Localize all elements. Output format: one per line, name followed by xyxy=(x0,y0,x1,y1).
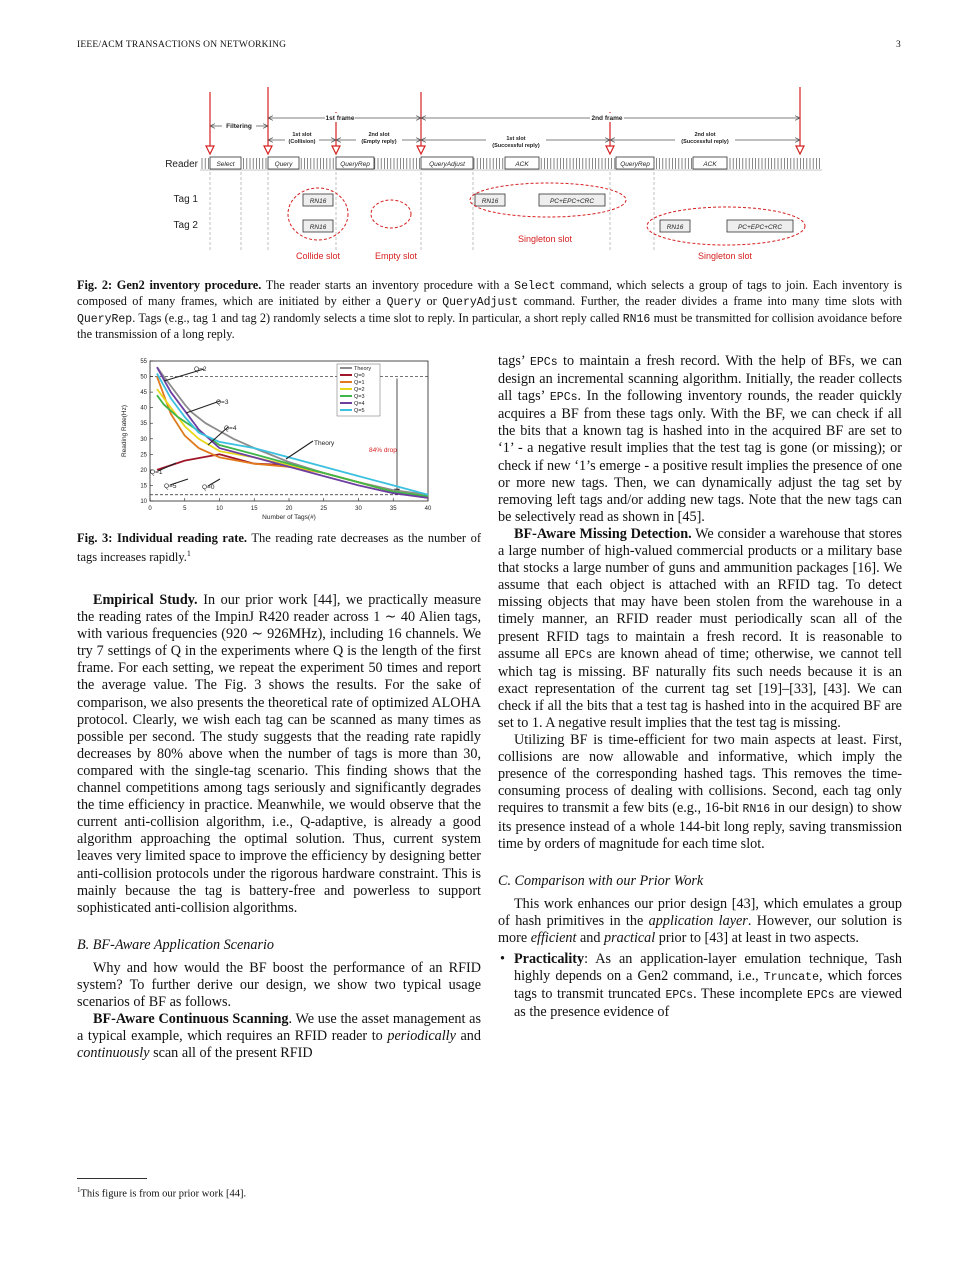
inline-code: EPCs xyxy=(806,989,835,1003)
y-tick-label: 55 xyxy=(140,359,147,365)
y-tick-label: 15 xyxy=(140,483,147,490)
y-tick-label: 25 xyxy=(140,452,147,459)
tag1-rn16-box: RN16 xyxy=(309,198,327,205)
fig2-caption-label: Fig. 2: xyxy=(77,278,113,292)
fig2-slot-label: 1st slot xyxy=(292,132,312,138)
annot-q1: Q=1 xyxy=(150,469,163,476)
paragraph xyxy=(77,1011,481,1062)
legend-label: Q=5 xyxy=(354,408,365,414)
paragraph xyxy=(498,526,902,732)
paragraph-heading: BF-Aware Continuous Scanning xyxy=(93,1011,289,1028)
legend-label: Q=2 xyxy=(354,387,365,393)
inline-code: EPCs xyxy=(549,391,578,405)
paragraph-text: . We use the asset management as a typical example, which requires an RFID reader to xyxy=(77,1011,481,1045)
paragraph-text: tags’ xyxy=(498,353,530,369)
fig2-reader-label: Reader xyxy=(165,159,198,170)
tag2-rn16-box: RN16 xyxy=(309,224,327,231)
annot-q2: Q=2 xyxy=(194,366,207,373)
paragraph-text: prior to [43] at least in two aspects. xyxy=(655,930,859,946)
fig2-slot-note: (Collision) xyxy=(288,139,316,145)
cmd-queryrep-box: QueryRep xyxy=(340,161,370,168)
paragraph-text: , which forces tags to transmit truncated xyxy=(514,968,902,1003)
y-axis-label: Reading Rate(Hz) xyxy=(121,404,128,458)
fig2-diagram xyxy=(150,82,830,267)
caption-code: Select xyxy=(514,280,556,293)
annot-q5: Q=5 xyxy=(164,483,177,490)
y-tick-label: 35 xyxy=(140,421,147,428)
footnote xyxy=(77,1186,246,1200)
fig2-slot-label: 2nd slot xyxy=(368,132,390,138)
annot-q4: Q=4 xyxy=(224,425,237,432)
section-heading: B. BF-Aware Application Scenario xyxy=(77,936,275,953)
x-tick-label: 40 xyxy=(424,506,432,512)
y-tick-label: 30 xyxy=(140,436,147,443)
page-number: 3 xyxy=(896,40,901,50)
annot-drop: 84% drop xyxy=(369,447,397,454)
caption-text: The reading rate decreases as the number of tags increases rapidly. xyxy=(77,531,481,565)
tag2-epc-box: PC+EPC+CRC xyxy=(737,224,783,231)
fig2-slot-label: 1st slot xyxy=(506,136,526,142)
caption-text: The reader starts an inventory procedure with a xyxy=(261,278,515,292)
annot-q3: Q=3 xyxy=(216,399,229,406)
legend-label: Q=3 xyxy=(354,394,365,400)
emphasis: periodically xyxy=(387,1028,456,1045)
fig2-filtering-label: Filtering xyxy=(226,123,252,130)
paragraph-text: . However, our solution is more xyxy=(498,912,902,946)
x-tick-label: 5 xyxy=(183,506,187,512)
x-tick-label: 10 xyxy=(216,506,223,512)
paragraph-text: In our prior work [44], we practically measure the reading rates of the ImpinJ R420 reader across 1 ∼ 40 Alien tags, with various frequencies (920 ∼ 926MHz), including 16 channels. We try 7 settings of Q in the experiments where Q is the length of the first frame. For each setting, we repeat the experiment 50 times and report the average value. The Fig. 3 shows the results. For the sake of comparison, we also presents the theoretical rate of optimized ALOHA protocol. Clearly, we wish each tag can be scanned as many times as possible per second. The study suggests that the reading rate rapidly decreases by 80% above when the number of tags is more than 30, compared with the single-tag scenario. This finding shows that the channel competitions among tags seriously and significantly degrades the time efficiency in practice. Meanwhile, we would observe that the current anti-collision algorithm, i.e., Q-adaptive, is already a good algorithm approaching the optimal solution. Thus, current system leaves very limited space to improve the efficiency by designing better anti-collision protocols under the rigorous hardware constraint. This is mainly because the tag is battery-free and powerless to support sophisticated anti-collision algorithms. xyxy=(77,592,481,916)
emphasis: efficient xyxy=(530,930,577,946)
annot-theory: Theory xyxy=(314,440,335,447)
caption-text: command, which selects a group of tags to join. Each inventory is composed of many frames, which are initiated by either a xyxy=(77,278,903,309)
fig2-slot-note: (Successful reply) xyxy=(492,143,540,149)
caption-code: QueryRep xyxy=(77,312,133,326)
paragraph-text: . In the following inventory rounds, the reader quickly acquires a BF from these tags only. With the BF, we can check if all the bits that a known tag is hashed into in the acquired BF are set to ‘1’ - a negative result implies that the test tag is gone (or missing); or check if new ‘1’s emerge - a positive result implies the presence of one or more new tags. Then, we can dynamically adjust the tag set by removing left tags and/or adding new tags. Note that the new tags can be selectively read as shown in [45]. xyxy=(498,388,902,525)
paragraph-text: and xyxy=(455,1028,481,1045)
paragraph xyxy=(498,732,902,853)
plot-frame xyxy=(150,361,428,501)
x-axis-label: Number of Tags(#) xyxy=(262,514,316,521)
emphasis: practical xyxy=(604,930,656,946)
paragraph-text: in our design) to show its presence instead of a whole 144-bit long reply, saving transmission time by orders of magnitude for each time slot. xyxy=(498,800,902,852)
fig3-caption-label: Fig. 3: xyxy=(77,531,113,545)
paragraph-text: and xyxy=(576,930,604,946)
paragraph-text: are viewed as the presence evidence of xyxy=(514,986,903,1021)
footnote-mark: 1 xyxy=(186,549,191,558)
paragraph xyxy=(498,353,902,526)
fig3-caption-title: Individual reading rate. xyxy=(117,531,248,545)
cmd-ack-box: ACK xyxy=(515,161,529,168)
caption-text: must be transmitted for collision avoidance before the transmission of a long reply. xyxy=(77,310,902,341)
fig2-caption xyxy=(77,278,902,341)
fig2-slot-note: (Successful reply) xyxy=(681,139,729,145)
y-tick-label: 20 xyxy=(140,467,147,474)
cmd-ack-box: ACK xyxy=(703,161,717,168)
fig2-tag2-label: Tag 2 xyxy=(173,220,198,231)
cmd-select-box: Select xyxy=(216,161,235,168)
footnote-mark: 1 xyxy=(77,1186,81,1194)
legend-label: Q=4 xyxy=(354,401,365,407)
caption-text: command. Further, the reader divides a frame into many time slots with xyxy=(518,294,902,309)
tag1-epc-box: PC+EPC+CRC xyxy=(549,198,595,205)
cmd-queryadjust-box: QueryAdjust xyxy=(429,161,465,168)
bullet-heading: Practicality xyxy=(514,951,585,968)
fig2-slot-label: 2nd slot xyxy=(694,132,716,138)
footnote-text: This figure is from our prior work [44]. xyxy=(80,1188,247,1200)
list-item xyxy=(514,951,902,1021)
right-column xyxy=(498,353,902,1021)
caption-text: or xyxy=(421,294,443,309)
paragraph-text: Utilizing BF is time-efficient for two main aspects at least. First, collisions are now allowable and informative, which imply the presence of the corresponding hashed tags. This removes the time-consuming process of dealing with collisions. Second, each tag only requires to transmit a few bits (e.g., 16-bit xyxy=(498,732,902,817)
collide-slot-label: Collide slot xyxy=(295,251,341,261)
legend-label: Theory xyxy=(354,366,372,372)
inline-code: Truncate xyxy=(763,971,819,985)
running-header-journal: IEEE/ACM TRANSACTIONS ON NETWORKING xyxy=(77,40,287,50)
legend-label: Q=0 xyxy=(354,373,365,379)
paragraph-text: scan all of the present RFID xyxy=(149,1045,313,1062)
inline-code: EPCs xyxy=(665,989,694,1003)
bullet-list xyxy=(498,951,902,1021)
paragraph: Why and how would the BF boost the performance of an RFID system? To further derive our design, we show two typical usage scenarios of BF as follows. xyxy=(77,959,481,1011)
y-tick-label: 45 xyxy=(140,390,147,397)
x-tick-label: 35 xyxy=(389,506,397,512)
y-tick-label: 10 xyxy=(140,499,147,505)
paragraph-text: This work enhances our prior design [43], which emulates a group of hash primitives in the xyxy=(498,895,902,929)
caption-code: RN16 xyxy=(622,312,651,326)
legend-label: Q=1 xyxy=(354,380,365,386)
paragraph-heading: Empirical Study. xyxy=(93,592,198,608)
emphasis: continuously xyxy=(77,1045,150,1062)
fig2-frame1-label: 1st frame xyxy=(325,115,355,122)
singleton-slot-label: Singleton slot xyxy=(517,234,573,244)
paragraph-text: : As an application-layer emulation technique, Tash highly depends on a Gen2 command, i.e., xyxy=(514,951,902,985)
paragraph-text: . These incomplete xyxy=(693,986,807,1003)
y-tick-label: 40 xyxy=(140,405,147,412)
fig3-chart xyxy=(108,355,448,527)
caption-code: QueryAdjust xyxy=(442,296,519,310)
x-tick-label: 20 xyxy=(285,506,293,512)
cmd-query-box: Query xyxy=(274,161,293,168)
paragraph-text: are known ahead of time; otherwise, we cannot tell which tag is missing. BF naturally fits such needs because it is an exact representation of the current tag set [19]–[33], [43]. We can check if all the bits that a test tag is hashed into in the acquired BF are set to 1. A negative result implies that the test tag is missing. xyxy=(498,645,903,731)
emphasis: application layer xyxy=(648,912,748,929)
singleton-slot-label: Singleton slot xyxy=(697,251,753,261)
x-tick-label: 25 xyxy=(320,506,328,512)
fig2-tag1-label: Tag 1 xyxy=(173,194,198,205)
annot-q0: Q=0 xyxy=(202,484,215,491)
cmd-queryrep-box: QueryRep xyxy=(620,161,650,168)
footnote-rule xyxy=(77,1178,147,1179)
inline-code: EPCs xyxy=(529,356,558,369)
x-tick-label: 0 xyxy=(148,506,152,512)
paragraph-heading: BF-Aware Missing Detection. xyxy=(514,525,692,542)
fig3-caption xyxy=(77,531,481,565)
caption-code: Query xyxy=(386,296,422,310)
y-tick-label: 50 xyxy=(140,374,147,381)
paragraph xyxy=(77,592,481,917)
section-heading: C. Comparison with our Prior Work xyxy=(498,872,704,889)
paragraph xyxy=(498,896,902,947)
fig2-slot-note: (Empty reply) xyxy=(361,139,397,145)
inline-code: EPCs xyxy=(564,648,593,662)
tag2-rn16-box: RN16 xyxy=(666,224,684,231)
left-column xyxy=(77,592,481,1062)
paragraph-text: We consider a warehouse that stores a large number of high-valued commercial products or a military base that stocks a large number of guns and ammunition packages [16]. We assume that each object is attached with an RFID tag. To detect missing objects that may have been stolen from the warehouse in a timely manner, an RFID reader must periodically scan all of the present RFID tags to maintain a fresh record. It is reasonable to assume all xyxy=(498,525,902,662)
x-tick-label: 15 xyxy=(250,506,258,512)
paragraph-text: to maintain a fresh record. With the help of BFs, we can design an incremental scanning algorithm. Initially, the reader collects all tags’ xyxy=(498,353,902,405)
empty-slot-label: Empty slot xyxy=(374,251,418,261)
inline-code: RN16 xyxy=(742,803,771,817)
caption-text: . Tags (e.g., tag 1 and tag 2) randomly selects a time slot to reply. In particular, a short reply called xyxy=(132,310,623,325)
fig2-frame2-label: 2nd frame xyxy=(591,115,623,122)
fig2-caption-title: Gen2 inventory procedure. xyxy=(116,278,262,292)
tag1-rn16-box: RN16 xyxy=(481,198,499,205)
x-tick-label: 30 xyxy=(355,506,362,512)
